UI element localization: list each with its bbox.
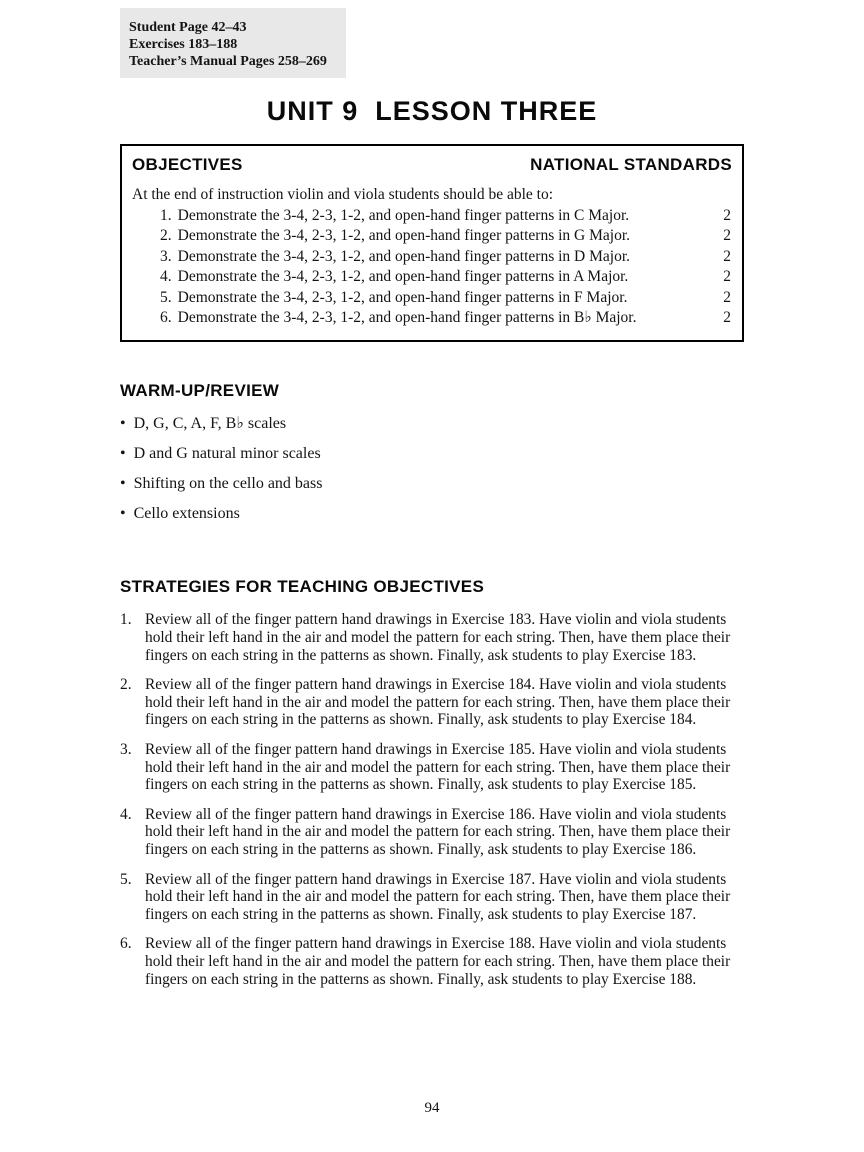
objective-standard: 2 xyxy=(723,288,731,306)
strategies-list xyxy=(120,611,864,988)
warmup-bullet-text: D and G natural minor scales xyxy=(133,445,321,463)
strategy-text: Review all of the finger pattern hand drawings in Exercise 186. Have violin and viola students hold their left hand in the air and model the pattern for each string. Then, have them place their fingers on each string in the patterns as shown. Finally, ask students to play Exercise 186. xyxy=(145,805,731,858)
objectives-box xyxy=(120,144,744,342)
strategy-number: 1. xyxy=(120,611,132,629)
reference-box xyxy=(120,8,346,78)
objective-number: 2. xyxy=(160,227,172,245)
objective-item xyxy=(160,308,732,328)
strategy-number: 2. xyxy=(120,676,132,694)
strategy-text: Review all of the finger pattern hand drawings in Exercise 183. Have violin and viola students hold their left hand in the air and model the pattern for each string. Then, have them place their fingers on each string in the patterns as shown. Finally, ask students to play Exercise 183. xyxy=(145,611,731,664)
strategy-item xyxy=(120,741,864,794)
bullet-icon: • xyxy=(120,445,126,463)
warmup-bullet-list xyxy=(120,415,864,522)
strategy-text: Review all of the finger pattern hand drawings in Exercise 184. Have violin and viola students hold their left hand in the air and model the pattern for each string. Then, have them place their fingers on each string in the patterns as shown. Finally, ask students to play Exercise 184. xyxy=(145,676,731,729)
strategy-text: Review all of the finger pattern hand drawings in Exercise 188. Have violin and viola students hold their left hand in the air and model the pattern for each string. Then, have them place their fingers on each string in the patterns as shown. Finally, ask students to play Exercise 188. xyxy=(145,935,731,988)
objective-item xyxy=(160,226,732,246)
objectives-list xyxy=(132,206,732,328)
objective-text: Demonstrate the 3-4, 2-3, 1-2, and open-hand finger patterns in C Major. xyxy=(177,207,630,224)
objective-number: 4. xyxy=(160,268,172,286)
strategy-text: Review all of the finger pattern hand drawings in Exercise 185. Have violin and viola students hold their left hand in the air and model the pattern for each string. Then, have them place their fingers on each string in the patterns as shown. Finally, ask students to play Exercise 185. xyxy=(145,741,731,794)
objectives-intro: At the end of instruction violin and viola students should be able to: xyxy=(132,186,554,203)
objective-standard: 2 xyxy=(723,247,731,265)
objective-number: 1. xyxy=(160,207,172,224)
warmup-bullet-text: D, G, C, A, F, B♭ scales xyxy=(133,415,287,433)
objective-number: 3. xyxy=(160,247,172,265)
objective-text: Demonstrate the 3-4, 2-3, 1-2, and open-hand finger patterns in D Major. xyxy=(177,247,631,265)
objective-number: 6. xyxy=(160,309,172,327)
objective-item xyxy=(160,288,732,308)
objective-text: Demonstrate the 3-4, 2-3, 1-2, and open-hand finger patterns in A Major. xyxy=(177,268,629,286)
warmup-bullet-item xyxy=(120,445,864,462)
warmup-heading: WARM-UP/REVIEW xyxy=(120,381,280,401)
objective-number: 5. xyxy=(160,288,172,306)
reference-line-manual-pages: Teacher’s Manual Pages 258–269 xyxy=(129,54,327,69)
objectives-box-header xyxy=(132,156,732,174)
warmup-bullet-item xyxy=(120,415,864,432)
objective-item xyxy=(160,247,732,267)
objective-text: Demonstrate the 3-4, 2-3, 1-2, and open-hand finger patterns in B♭ Major. xyxy=(177,309,637,327)
strategy-number: 4. xyxy=(120,805,132,823)
national-standards-heading: NATIONAL STANDARDS xyxy=(530,155,732,174)
strategy-item xyxy=(120,676,864,729)
bullet-icon: • xyxy=(120,505,126,523)
strategy-text: Review all of the finger pattern hand drawings in Exercise 187. Have violin and viola students hold their left hand in the air and model the pattern for each string. Then, have them place their fingers on each string in the patterns as shown. Finally, ask students to play Exercise 187. xyxy=(145,870,731,923)
page-number: 94 xyxy=(424,1100,440,1116)
warmup-bullet-item xyxy=(120,475,864,492)
objective-standard: 2 xyxy=(723,309,731,327)
strategies-heading: STRATEGIES FOR TEACHING OBJECTIVES xyxy=(120,577,485,597)
strategy-item xyxy=(120,935,864,988)
strategy-number: 6. xyxy=(120,935,132,953)
strategy-item xyxy=(120,871,864,924)
objective-standard: 2 xyxy=(723,207,731,224)
bullet-icon: • xyxy=(120,475,126,493)
objective-text: Demonstrate the 3-4, 2-3, 1-2, and open-hand finger patterns in G Major. xyxy=(177,227,631,245)
warmup-bullet-item xyxy=(120,505,864,522)
reference-line-student-page: Student Page 42–43 xyxy=(129,20,247,35)
warmup-bullet-text: Shifting on the cello and bass xyxy=(133,475,323,493)
objective-text: Demonstrate the 3-4, 2-3, 1-2, and open-hand finger patterns in F Major. xyxy=(177,288,628,306)
page-title: UNIT 9 LESSON THREE xyxy=(266,96,598,126)
reference-line-exercises: Exercises 183–188 xyxy=(129,37,238,52)
strategy-number: 5. xyxy=(120,870,132,888)
objective-item xyxy=(160,267,732,287)
strategy-number: 3. xyxy=(120,741,132,758)
objective-standard: 2 xyxy=(723,268,731,286)
objectives-heading: OBJECTIVES xyxy=(132,155,243,174)
bullet-icon: • xyxy=(120,415,126,433)
warmup-bullet-text: Cello extensions xyxy=(133,505,240,523)
objective-standard: 2 xyxy=(723,227,731,245)
strategy-item xyxy=(120,611,864,664)
strategy-item xyxy=(120,806,864,859)
objective-item xyxy=(160,206,732,226)
